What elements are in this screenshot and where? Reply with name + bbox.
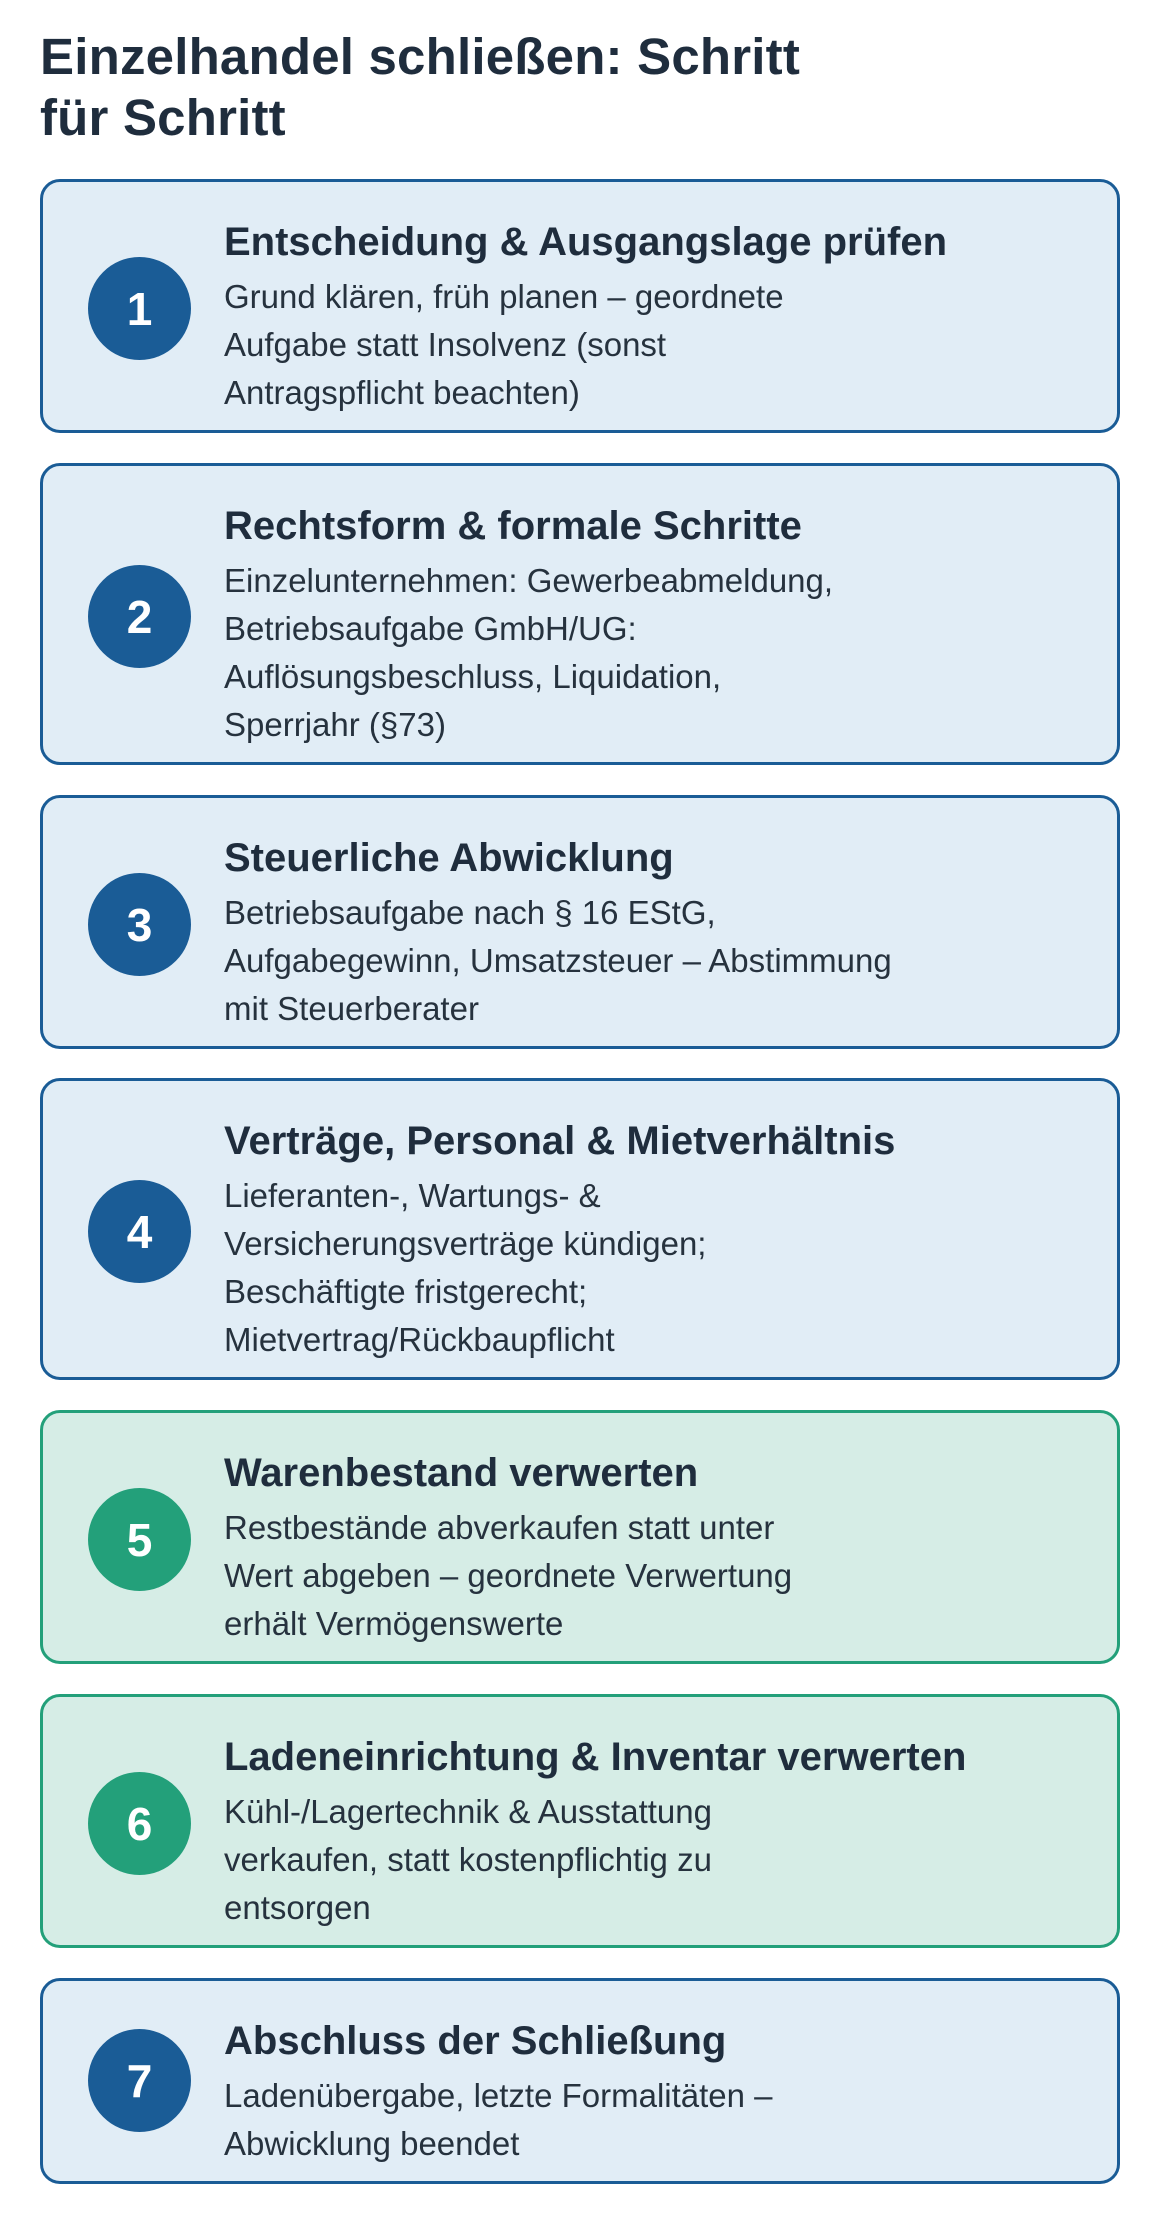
step-description: Betriebsaufgabe nach § 16 EStG, Aufgabegewinn, Umsatzsteuer – Abstimmung mit Steuerberater [224,894,892,1027]
step-description: Lieferanten-, Wartungs- & Versicherungsverträge kündigen; Beschäftigte fristgerecht; Mietvertrag/Rückbaupflicht [224,1177,707,1358]
step-card-7 [40,1978,1120,2184]
step-heading: Rechtsform & formale Schritte [224,504,802,548]
step-description: Restbestände abverkaufen statt unter Wert abgeben – geordnete Verwertung erhält Vermögenswerte [224,1509,793,1642]
step-card-3 [40,795,1120,1049]
step-card-6 [40,1694,1120,1948]
step-number-badge: 3 [88,873,191,976]
step-number-badge: 6 [88,1772,191,1875]
step-number-badge: 7 [88,2029,191,2132]
step-number-badge: 5 [88,1488,191,1591]
step-heading: Ladeneinrichtung & Inventar verwerten [224,1735,967,1779]
step-number-badge: 2 [88,565,191,668]
step-description: Ladenübergabe, letzte Formalitäten – Abwicklung beendet [224,2077,773,2162]
title-line-2: für Schritt [40,89,286,146]
step-heading: Verträge, Personal & Mietverhältnis [224,1119,896,1163]
step-heading: Steuerliche Abwicklung [224,836,674,880]
page-title [40,26,940,148]
step-heading: Entscheidung & Ausgangslage prüfen [224,220,948,264]
step-description: Grund klären, früh planen – geordnete Aufgabe statt Insolvenz (sonst Antragspflicht beachten) [224,278,784,411]
title-line-1: Einzelhandel schließen: Schritt [40,28,801,85]
step-heading: Abschluss der Schließung [224,2019,727,2063]
step-number-badge: 1 [88,257,191,360]
step-card-1 [40,179,1120,433]
step-description: Kühl-/Lagertechnik & Ausstattung verkaufen, statt kostenpflichtig zu entsorgen [224,1793,712,1926]
step-card-4 [40,1078,1120,1380]
step-card-2 [40,463,1120,765]
step-heading: Warenbestand verwerten [224,1451,699,1495]
step-description: Einzelunternehmen: Gewerbeabmeldung, Betriebsaufgabe GmbH/UG: Auflösungsbeschluss, Liquidation, Sperrjahr (§73) [224,562,834,743]
step-number-badge: 4 [88,1180,191,1283]
step-card-5 [40,1410,1120,1664]
